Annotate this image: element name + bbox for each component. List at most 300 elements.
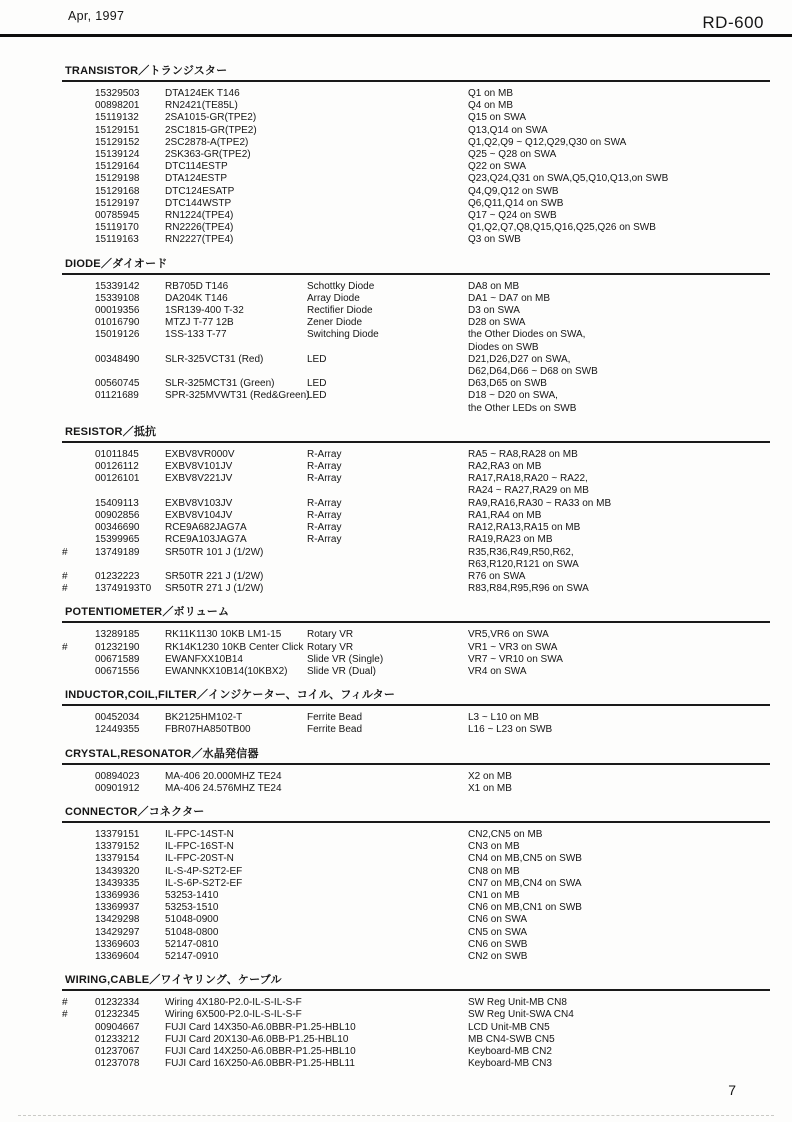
hash-cell [62, 939, 95, 951]
location-line: DA1 ~ DA7 on MB [468, 292, 550, 304]
section-rows [62, 449, 770, 595]
table-row [62, 186, 770, 198]
description-cell [307, 927, 468, 939]
location-line: Q17 ~ Q24 on SWB [468, 210, 557, 222]
part-name-cell: EXBV8V101JV [165, 461, 233, 473]
description-cell: Schottky Diode [307, 280, 375, 292]
parts-section [62, 686, 770, 736]
part-name-cell: IL-FPC-16ST-N [165, 841, 234, 853]
part-number-cell: 15339108 [95, 292, 140, 304]
part-name-cell: 51048-0900 [165, 914, 219, 926]
header-date: Apr, 1997 [68, 9, 125, 23]
table-row [62, 234, 770, 246]
location-cell [468, 890, 770, 902]
location-cell [468, 866, 770, 878]
location-line: D63,D65 on SWB [468, 378, 547, 390]
part-number-cell: 13439335 [95, 877, 140, 889]
description-cell: Array Diode [307, 292, 360, 304]
location-cell [468, 914, 770, 926]
location-cell [468, 112, 770, 124]
location-line: D62,D64,D66 ~ D68 on SWB [468, 366, 598, 378]
hash-cell [62, 712, 95, 724]
table-row [62, 112, 770, 124]
location-line: VR5,VR6 on SWA [468, 629, 549, 641]
section-rows [62, 997, 770, 1070]
part-number-cell: 00348490 [95, 353, 140, 365]
table-row [62, 461, 770, 473]
hash-cell [62, 234, 95, 246]
part-name-cell: MA-406 20.000MHZ TE24 [165, 770, 282, 782]
part-name-cell: 2SA1015-GR(TPE2) [165, 112, 257, 124]
section-rows [62, 712, 770, 736]
description-cell [307, 583, 468, 595]
part-name-cell: FUJI Card 14X250-A6.0BBR-P1.25-HBL10 [165, 1045, 356, 1057]
scan-artifact-line [18, 1115, 774, 1116]
part-number-cell: 00126112 [95, 461, 139, 473]
section-rows [62, 771, 770, 795]
hash-cell [62, 198, 95, 210]
hash-cell [62, 210, 95, 222]
location-line: L3 ~ L10 on MB [468, 712, 539, 724]
part-name-cell: RCE9A682JAG7A [165, 522, 247, 534]
hash-cell [62, 222, 95, 234]
part-name-cell: 2SC2878-A(TPE2) [165, 136, 249, 148]
part-number-cell: 15129151 [95, 124, 140, 136]
table-row [62, 522, 770, 534]
part-name-cell: EXBV8V103JV [165, 497, 233, 509]
part-number-cell: 13369937 [95, 902, 140, 914]
location-line: CN4 on MB,CN5 on SWB [468, 853, 582, 865]
location-cell [468, 210, 770, 222]
location-line: R76 on SWA [468, 570, 526, 582]
hash-cell: # [62, 546, 68, 558]
page-number: 7 [728, 1082, 736, 1098]
table-row [62, 390, 770, 414]
location-line: RA2,RA3 on MB [468, 461, 542, 473]
hash-cell [62, 878, 95, 890]
description-cell: R-Array [307, 448, 342, 460]
part-number-cell: 13379152 [95, 841, 140, 853]
hash-cell [62, 902, 95, 914]
part-name-cell: 53253-1410 [165, 889, 219, 901]
location-cell [468, 829, 770, 841]
location-cell [468, 473, 770, 497]
part-name-cell: 2SK363-GR(TPE2) [165, 149, 251, 161]
location-cell [468, 997, 770, 1009]
location-cell [468, 1009, 770, 1021]
table-row [62, 853, 770, 865]
location-line: RA24 ~ RA27,RA29 on MB [468, 485, 589, 497]
location-cell [468, 510, 770, 522]
table-row [62, 1009, 770, 1021]
part-number-cell: 01232223 [95, 570, 140, 582]
hash-cell [62, 724, 95, 736]
location-cell [468, 100, 770, 112]
part-number-cell: 01237067 [95, 1045, 140, 1057]
part-number-cell: 15129152 [95, 136, 140, 148]
location-cell [468, 1034, 770, 1046]
location-line: RA9,RA16,RA30 ~ RA33 on MB [468, 497, 612, 509]
location-cell [468, 771, 770, 783]
part-number-cell: 00898201 [95, 100, 140, 112]
hash-cell [62, 522, 95, 534]
part-name-cell: 52147-0810 [165, 938, 219, 950]
location-line: Q1,Q2,Q7,Q8,Q15,Q16,Q25,Q26 on SWB [468, 222, 656, 234]
location-cell [468, 317, 770, 329]
description-cell [307, 902, 468, 914]
description-cell [307, 100, 468, 112]
description-cell [307, 771, 468, 783]
location-cell [468, 642, 770, 654]
part-name-cell: SR50TR 101 J (1/2W) [165, 546, 264, 558]
table-row [62, 222, 770, 234]
description-cell [307, 1022, 468, 1034]
description-cell [307, 1046, 468, 1058]
location-line: SW Reg Unit-MB CN8 [468, 997, 567, 1009]
location-cell [468, 88, 770, 100]
location-cell [468, 329, 770, 353]
part-name-cell: EXBV8V221JV [165, 473, 233, 485]
part-name-cell: RN2226(TPE4) [165, 222, 234, 234]
location-cell [468, 1046, 770, 1058]
table-row [62, 902, 770, 914]
description-cell [307, 234, 468, 246]
hash-cell [62, 1034, 95, 1046]
location-cell [468, 841, 770, 853]
description-cell [307, 841, 468, 853]
hash-cell [62, 866, 95, 878]
description-cell: R-Array [307, 497, 342, 509]
description-cell [307, 198, 468, 210]
hash-cell [62, 951, 95, 963]
part-number-cell: 01232334 [95, 997, 140, 1009]
part-number-cell: 00346690 [95, 522, 140, 534]
table-row [62, 473, 770, 497]
location-line: RA12,RA13,RA15 on MB [468, 522, 581, 534]
part-number-cell: 12449355 [95, 724, 140, 736]
part-name-cell: 52147-0910 [165, 950, 219, 962]
description-cell: R-Array [307, 534, 342, 546]
description-cell [307, 186, 468, 198]
table-row [62, 1022, 770, 1034]
location-line: R63,R120,R121 on SWA [468, 558, 579, 570]
page-header [0, 0, 792, 37]
table-row [62, 914, 770, 926]
section-title: DIODE／ダイオード [62, 255, 770, 275]
description-cell [307, 853, 468, 865]
hash-cell [62, 378, 95, 390]
part-name-cell: SPR-325MVWT31 (Red&Green) [165, 390, 310, 402]
part-number-cell: 01011845 [95, 448, 139, 460]
part-number-cell: 13369604 [95, 950, 140, 962]
location-cell [468, 666, 770, 678]
location-cell [468, 783, 770, 795]
hash-cell [62, 666, 95, 678]
hash-cell [62, 783, 95, 795]
part-name-cell: SR50TR 221 J (1/2W) [165, 570, 264, 582]
description-cell [307, 951, 468, 963]
location-line: Q13,Q14 on SWA [468, 124, 548, 136]
table-row [62, 378, 770, 390]
hash-cell [62, 510, 95, 522]
description-cell [307, 210, 468, 222]
part-name-cell: SR50TR 271 J (1/2W) [165, 583, 264, 595]
hash-cell [62, 1058, 95, 1070]
table-row [62, 724, 770, 736]
table-row [62, 329, 770, 353]
location-cell [468, 173, 770, 185]
hash-cell: # [62, 1009, 68, 1021]
table-row [62, 100, 770, 112]
part-number-cell: 00904667 [95, 1021, 140, 1033]
description-cell [307, 1009, 468, 1021]
part-name-cell: 53253-1510 [165, 902, 219, 914]
parts-section [62, 255, 770, 415]
table-row [62, 210, 770, 222]
location-cell [468, 654, 770, 666]
hash-cell [62, 390, 95, 414]
description-cell: R-Array [307, 522, 342, 534]
location-line: SW Reg Unit-SWA CN4 [468, 1009, 574, 1021]
part-name-cell: DTC114ESTP [165, 161, 228, 173]
hash-cell [62, 534, 95, 546]
location-cell [468, 461, 770, 473]
table-row [62, 666, 770, 678]
location-line: CN6 on MB,CN1 on SWB [468, 902, 582, 914]
hash-cell [62, 329, 95, 353]
location-line: Q1 on MB [468, 88, 514, 99]
location-cell [468, 951, 770, 963]
part-name-cell: DTC144WSTP [165, 197, 232, 209]
table-row [62, 841, 770, 853]
part-number-cell: 15119170 [95, 222, 139, 234]
description-cell [307, 547, 468, 571]
description-cell [307, 866, 468, 878]
location-line: LCD Unit-MB CN5 [468, 1021, 550, 1033]
part-name-cell: FBR07HA850TB00 [165, 724, 251, 736]
location-line: R35,R36,R49,R50,R62, [468, 546, 574, 558]
table-row [62, 939, 770, 951]
location-line: D18 ~ D20 on SWA, [468, 390, 558, 402]
location-line: D28 on SWA [468, 317, 526, 329]
part-number-cell: 00560745 [95, 378, 140, 390]
table-row [62, 654, 770, 666]
hash-cell [62, 88, 95, 100]
location-line: Q15 on SWA [468, 112, 526, 124]
section-title: CRYSTAL,RESONATOR／水晶発信器 [62, 745, 770, 765]
location-line: Q25 ~ Q28 on SWA [468, 149, 557, 161]
table-row [62, 317, 770, 329]
location-line: Q22 on SWA [468, 161, 526, 173]
location-cell [468, 378, 770, 390]
table-row [62, 305, 770, 317]
table-row [62, 997, 770, 1009]
part-number-cell: 01237078 [95, 1058, 140, 1070]
description-cell [307, 137, 468, 149]
part-name-cell: FUJI Card 20X130-A6.0BB-P1.25-HBL10 [165, 1033, 349, 1045]
part-name-cell: EWANFXX10B14 [165, 653, 243, 665]
location-cell [468, 724, 770, 736]
location-line: VR1 ~ VR3 on SWA [468, 641, 558, 653]
hash-cell [62, 927, 95, 939]
table-row [62, 866, 770, 878]
description-cell: Ferrite Bead [307, 724, 363, 736]
part-name-cell: DA204K T146 [165, 292, 228, 304]
location-cell [468, 149, 770, 161]
description-cell: Zener Diode [307, 317, 363, 329]
part-number-cell: 13379151 [95, 828, 140, 840]
description-cell [307, 1058, 468, 1070]
part-number-cell: 13749189 [95, 546, 140, 558]
description-cell [307, 890, 468, 902]
location-cell [468, 712, 770, 724]
description-cell [307, 783, 468, 795]
parts-section [62, 423, 770, 595]
location-line: Q4 on MB [468, 100, 514, 112]
section-title: TRANSISTOR／トランジスター [62, 62, 770, 82]
part-name-cell: MA-406 24.576MHZ TE24 [165, 782, 282, 794]
location-line: CN1 on MB [468, 889, 520, 901]
location-line: L16 ~ L23 on SWB [468, 724, 553, 736]
part-number-cell: 15129198 [95, 173, 140, 185]
part-name-cell: IL-FPC-20ST-N [165, 853, 234, 865]
table-row [62, 783, 770, 795]
part-name-cell: IL-S-6P-S2T2-EF [165, 877, 243, 889]
location-line: Q3 on SWB [468, 234, 521, 246]
table-row [62, 354, 770, 378]
part-number-cell: 13439320 [95, 865, 140, 877]
description-cell [307, 878, 468, 890]
hash-cell [62, 293, 95, 305]
description-cell [307, 829, 468, 841]
location-cell [468, 234, 770, 246]
table-row [62, 281, 770, 293]
hash-cell [62, 841, 95, 853]
location-line: VR7 ~ VR10 on SWA [468, 653, 563, 665]
description-cell: Rotary VR [307, 629, 354, 641]
location-cell [468, 571, 770, 583]
part-name-cell: RN2421(TE85L) [165, 100, 238, 112]
hash-cell: # [62, 997, 68, 1009]
location-line: Q23,Q24,Q31 on SWA,Q5,Q10,Q13,on SWB [468, 173, 669, 185]
part-number-cell: 01232345 [95, 1009, 140, 1021]
description-cell [307, 914, 468, 926]
part-name-cell: IL-S-4P-S2T2-EF [165, 865, 243, 877]
header-model: RD-600 [702, 13, 764, 32]
section-rows [62, 281, 770, 415]
hash-cell [62, 461, 95, 473]
hash-cell [62, 629, 95, 641]
description-cell: R-Array [307, 473, 342, 485]
hash-cell [62, 354, 95, 378]
description-cell: LED [307, 378, 327, 390]
location-cell [468, 534, 770, 546]
part-number-cell: 13429298 [95, 914, 140, 926]
hash-cell: # [62, 570, 68, 582]
hash-cell [62, 161, 95, 173]
description-cell [307, 571, 468, 583]
part-name-cell: DTC124ESATP [165, 185, 235, 197]
table-row [62, 1046, 770, 1058]
part-number-cell: 15409113 [95, 497, 139, 509]
part-number-cell: 00452034 [95, 712, 140, 724]
location-cell [468, 354, 770, 378]
parts-section [62, 971, 770, 1070]
part-number-cell: 15339142 [95, 280, 140, 292]
location-cell [468, 281, 770, 293]
hash-cell [62, 317, 95, 329]
section-title: POTENTIOMETER／ボリューム [62, 603, 770, 623]
part-name-cell: 1SS-133 T-77 [165, 329, 227, 341]
description-cell: R-Array [307, 509, 342, 521]
part-name-cell: FUJI Card 16X250-A6.0BBR-P1.25-HBL11 [165, 1058, 355, 1070]
location-line: CN2,CN5 on MB [468, 828, 543, 840]
location-line: X2 on MB [468, 770, 512, 782]
description-cell [307, 222, 468, 234]
part-number-cell: 15119163 [95, 234, 139, 246]
table-row [62, 161, 770, 173]
description-cell: Slide VR (Dual) [307, 665, 376, 677]
table-row [62, 510, 770, 522]
sections-container [62, 62, 770, 1078]
description-cell: Rotary VR [307, 641, 354, 653]
table-row [62, 629, 770, 641]
section-title: WIRING,CABLE／ワイヤリング、ケーブル [62, 971, 770, 991]
location-cell [468, 186, 770, 198]
description-cell [307, 112, 468, 124]
description-cell [307, 173, 468, 185]
location-cell [468, 498, 770, 510]
part-name-cell: FUJI Card 14X350-A6.0BBR-P1.25-HBL10 [165, 1021, 356, 1033]
parts-section [62, 603, 770, 678]
location-line: the Other LEDs on SWB [468, 402, 577, 414]
table-row [62, 498, 770, 510]
part-number-cell: 01016790 [95, 317, 140, 329]
parts-section [62, 803, 770, 963]
location-line: RA17,RA18,RA20 ~ RA22, [468, 473, 588, 485]
description-cell: Switching Diode [307, 329, 379, 341]
location-line: CN8 on MB [468, 865, 520, 877]
part-number-cell: 01232190 [95, 641, 140, 653]
hash-cell [62, 1046, 95, 1058]
table-row [62, 149, 770, 161]
location-line: CN2 on SWB [468, 950, 528, 962]
location-cell [468, 161, 770, 173]
table-row [62, 712, 770, 724]
hash-cell [62, 112, 95, 124]
hash-cell [62, 305, 95, 317]
location-line: Q4,Q9,Q12 on SWB [468, 185, 559, 197]
location-line: CN5 on SWA [468, 926, 528, 938]
part-name-cell: RN2227(TPE4) [165, 234, 234, 246]
table-row [62, 951, 770, 963]
part-name-cell: RN1224(TPE4) [165, 210, 234, 222]
table-row [62, 642, 770, 654]
table-row [62, 173, 770, 185]
location-line: RA1,RA4 on MB [468, 509, 542, 521]
location-line: CN6 on SWB [468, 938, 528, 950]
location-line: the Other Diodes on SWA, [468, 329, 586, 341]
location-cell [468, 522, 770, 534]
parts-section [62, 62, 770, 247]
hash-cell [62, 914, 95, 926]
location-cell [468, 305, 770, 317]
part-name-cell: RCE9A103JAG7A [165, 534, 247, 546]
part-name-cell: EXBV8V104JV [165, 509, 233, 521]
location-cell [468, 125, 770, 137]
location-line: Keyboard-MB CN3 [468, 1058, 552, 1070]
part-name-cell: IL-FPC-14ST-N [165, 828, 234, 840]
